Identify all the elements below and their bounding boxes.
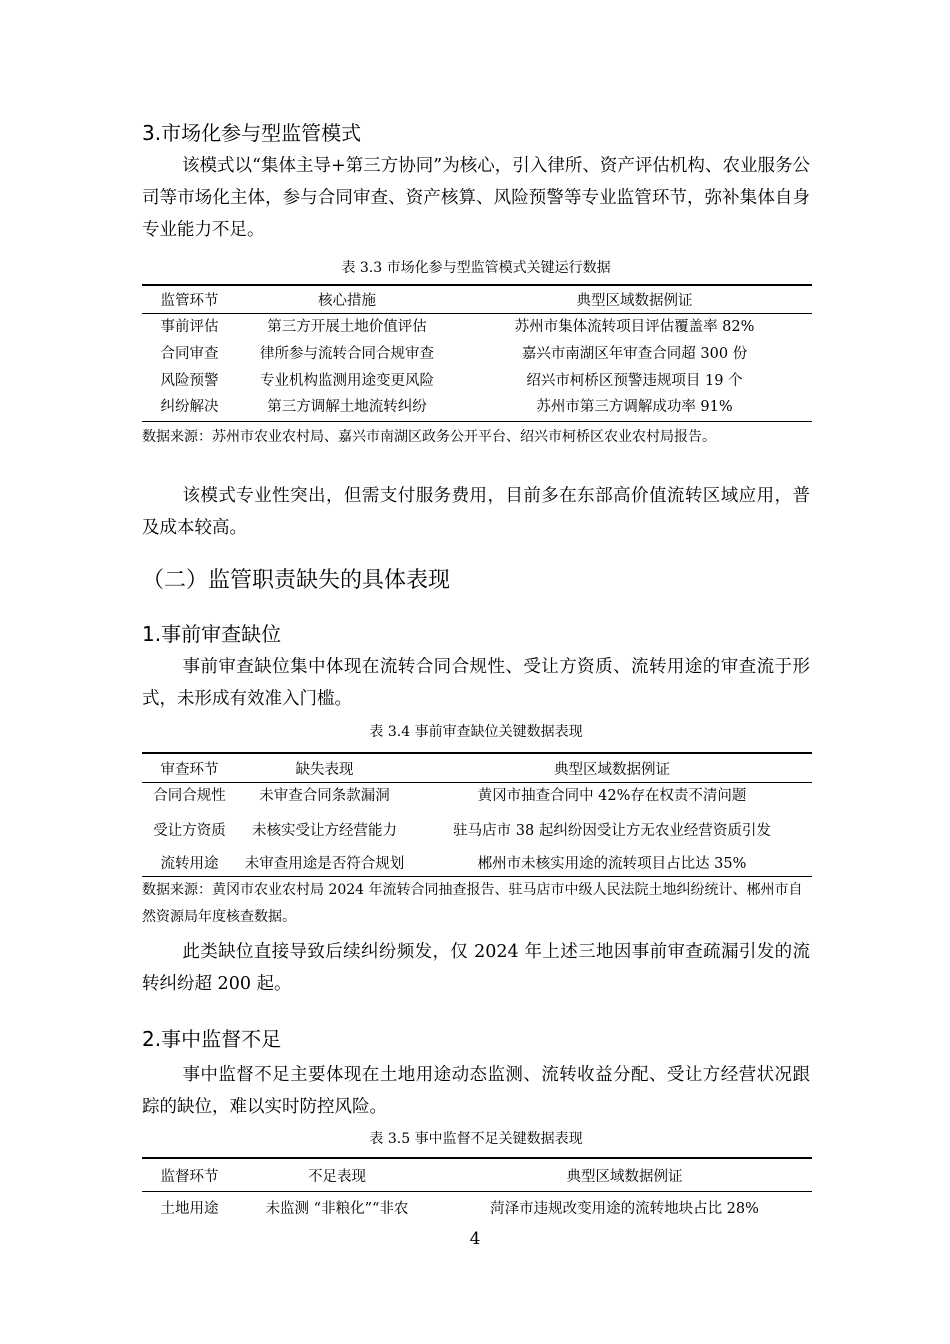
column-header: 监管环节 bbox=[142, 285, 237, 314]
table-cell: 土地用途 bbox=[160, 1201, 219, 1218]
table-cell: 专业机构监测用途变更风险 bbox=[260, 372, 434, 389]
table-header-row bbox=[142, 285, 812, 314]
table-cell: 苏州市第三方调解成功率 91% bbox=[457, 395, 812, 422]
paragraph-text: 该模式以“集体主导+第三方协同”为核心，引入律所、资产评估机构、农业服务公司等市场化主体，参与合同审查、资产核算、风险预警等专业监管环节，弥补集体自身专业能力不足。 bbox=[142, 156, 810, 240]
table-cell: 合同合规性 bbox=[153, 788, 226, 805]
table-cell: 事前评估 bbox=[160, 318, 219, 335]
table-cell: 郴州市未核实用途的流转项目占比达 35% bbox=[412, 853, 812, 877]
table-cell: 合同审查 bbox=[160, 345, 219, 362]
column-header: 审查环节 bbox=[142, 753, 237, 783]
table-cell: 纠纷解决 bbox=[142, 395, 237, 422]
table-cell: 风险预警 bbox=[160, 372, 219, 389]
column-header: 典型区域数据例证 bbox=[437, 1158, 812, 1192]
table-source-note: 数据来源：苏州市农业农村局、嘉兴市南湖区政务公开平台、绍兴市柯桥区农业农村局报告。 bbox=[142, 429, 716, 445]
section-heading: 2.事中监督不足 bbox=[142, 1027, 282, 1051]
table-row bbox=[142, 1192, 812, 1228]
table-cell: 未审查用途是否符合规划 bbox=[237, 853, 412, 877]
paragraph bbox=[142, 936, 810, 1000]
table-row bbox=[142, 368, 812, 395]
table-source-note: 数据来源：黄冈市农业农村局 2024 年流转合同抽查报告、驻马店市中级人民法院土地纠纷统计、郴州市自然资源局年度核查数据。 bbox=[142, 882, 803, 925]
paragraph-text: 此类缺位直接导致后续纠纷频发，仅 2024 年上述三地因事前审查疏漏引发的流转纠纷超 200 起。 bbox=[142, 942, 810, 994]
table-caption: 表 3.3 市场化参与型监管模式关键运行数据 bbox=[341, 260, 611, 276]
table-cell: 未监测 “非粮化”“非农 bbox=[265, 1201, 409, 1218]
data-table bbox=[142, 752, 812, 877]
paragraph-text: 事前审查缺位集中体现在流转合同合规性、受让方资质、流转用途的审查流于形式，未形成有效准入门槛。 bbox=[142, 657, 810, 709]
table-cell: 未审查合同条款漏洞 bbox=[259, 788, 390, 805]
table-header-row bbox=[142, 1158, 812, 1192]
column-header: 核心措施 bbox=[237, 285, 457, 314]
table-cell: 苏州市集体流转项目评估覆盖率 82% bbox=[514, 318, 755, 335]
table-row bbox=[142, 853, 812, 877]
table-cell: 菏泽市违规改变用途的流转地块占比 28% bbox=[490, 1201, 759, 1218]
section-heading: 3.市场化参与型监管模式 bbox=[142, 121, 362, 145]
paragraph-text: 事中监督不足主要体现在土地用途动态监测、流转收益分配、受让方经营状况跟踪的缺位，难以实时防控风险。 bbox=[142, 1065, 810, 1117]
table-cell: 受让方资质 bbox=[153, 823, 226, 839]
paragraph bbox=[142, 651, 810, 715]
table-caption: 表 3.5 事中监督不足关键数据表现 bbox=[369, 1131, 583, 1147]
table-row bbox=[142, 341, 812, 368]
data-table bbox=[142, 1157, 812, 1228]
table-row bbox=[142, 783, 812, 811]
paragraph bbox=[142, 150, 810, 246]
section-heading: 1.事前审查缺位 bbox=[142, 622, 282, 646]
table-header-row bbox=[142, 753, 812, 783]
paragraph bbox=[142, 1059, 810, 1123]
table-cell: 未核实受让方经营能力 bbox=[252, 823, 397, 839]
table-row bbox=[142, 314, 812, 341]
table-cell: 律所参与流转合同合规审查 bbox=[260, 345, 434, 362]
column-header: 缺失表现 bbox=[237, 753, 412, 783]
page-number: 4 bbox=[469, 1229, 481, 1249]
column-header: 不足表现 bbox=[237, 1158, 437, 1192]
table-caption: 表 3.4 事前审查缺位关键数据表现 bbox=[369, 724, 583, 740]
table-cell: 第三方开展土地价值评估 bbox=[267, 318, 427, 335]
column-header: 典型区域数据例证 bbox=[412, 753, 812, 783]
table-cell: 绍兴市柯桥区预警违规项目 19 个 bbox=[526, 372, 743, 389]
paragraph-text: 该模式专业性突出，但需支付服务费用，目前多在东部高价值流转区域应用，普及成本较高。 bbox=[142, 486, 810, 538]
table-cell: 第三方调解土地流转纠纷 bbox=[237, 395, 457, 422]
table-cell: 驻马店市 38 起纠纷因受让方无农业经营资质引发 bbox=[453, 823, 771, 839]
table-row bbox=[142, 811, 812, 853]
part-heading: （二）监管职责缺失的具体表现 bbox=[142, 568, 451, 593]
table-cell: 嘉兴市南湖区年审查合同超 300 份 bbox=[521, 345, 748, 362]
column-header: 典型区域数据例证 bbox=[457, 285, 812, 314]
table-row bbox=[142, 395, 812, 422]
column-header: 监督环节 bbox=[142, 1158, 237, 1192]
paragraph bbox=[142, 480, 810, 544]
table-cell: 黄冈市抽查合同中 42%存在权责不清问题 bbox=[477, 788, 747, 805]
table-cell: 流转用途 bbox=[142, 853, 237, 877]
data-table bbox=[142, 284, 812, 422]
